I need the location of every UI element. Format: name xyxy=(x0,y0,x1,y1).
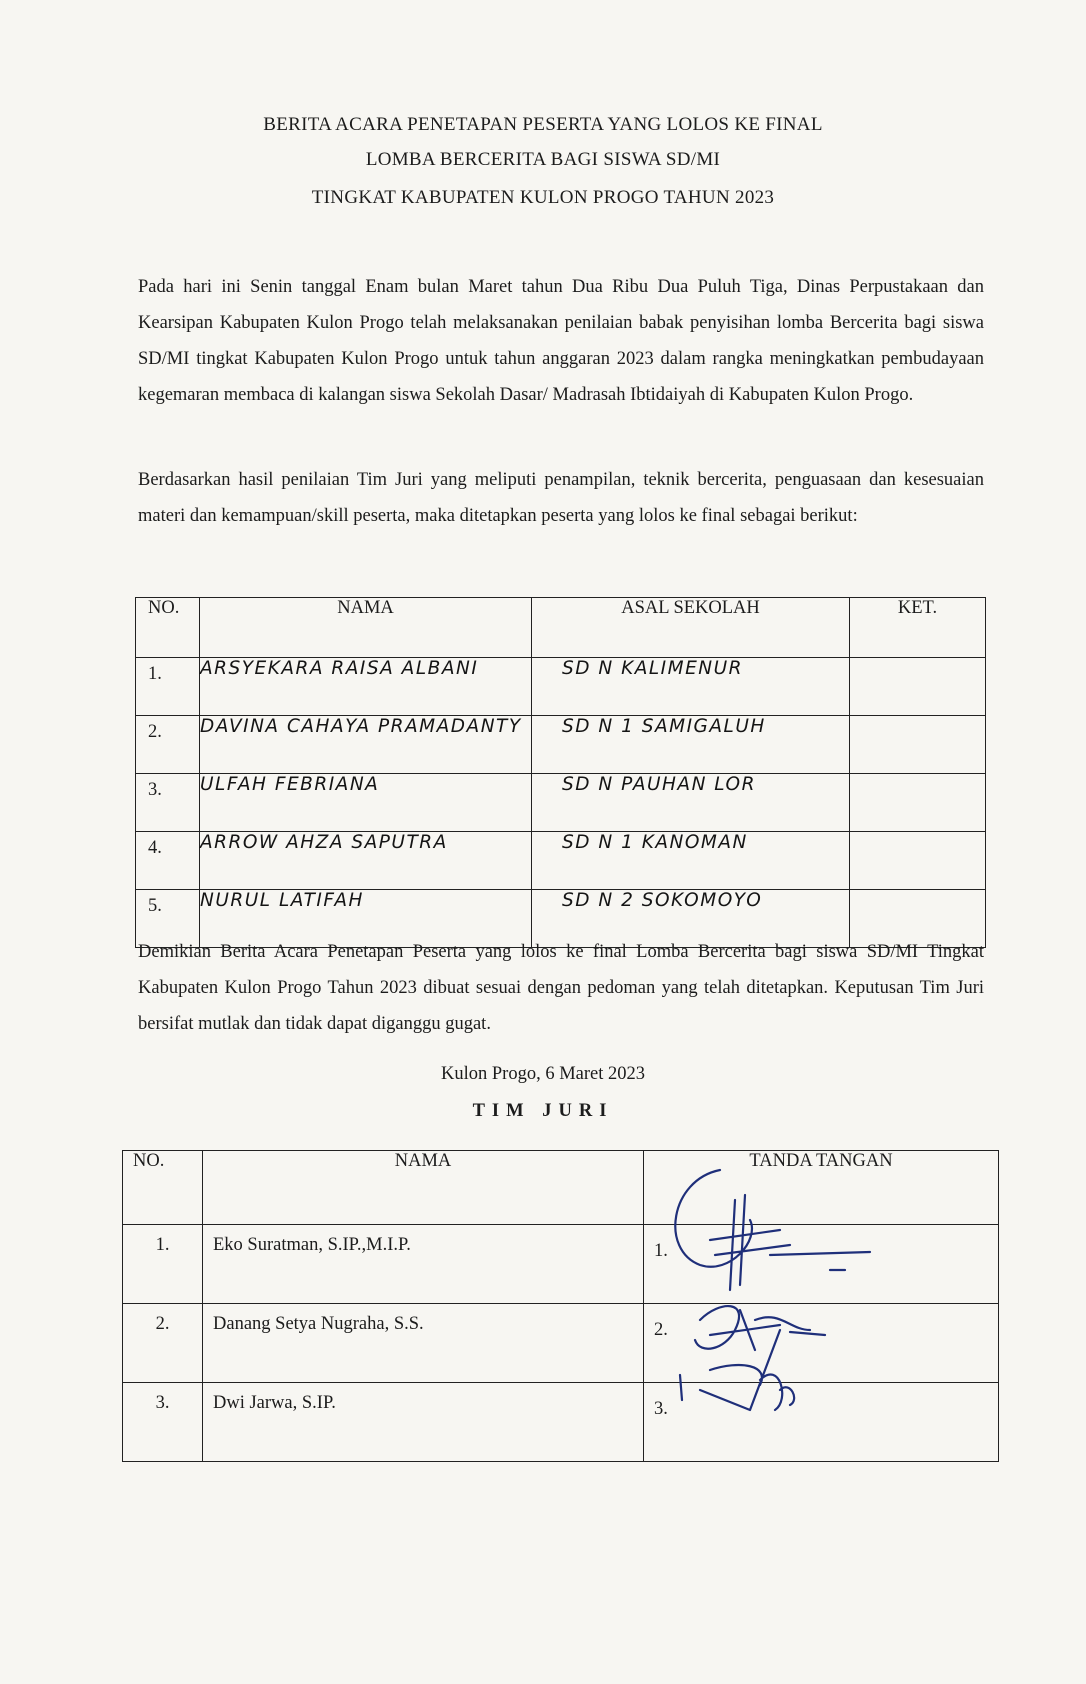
col-header-no: NO. xyxy=(136,598,200,658)
jury-col-header-nama: NAMA xyxy=(203,1151,644,1225)
jury-row-number: 2. xyxy=(123,1304,203,1383)
jury-row-number: 3. xyxy=(123,1383,203,1462)
finalist-school: SD N 1 KANOMAN xyxy=(532,832,850,890)
intro-paragraph-1: Pada hari ini Senin tanggal Enam bulan Maret tahun Dua Ribu Dua Puluh Tiga, Dinas Perpustakaan dan Kearsipan Kabupaten Kulon Progo telah melaksanakan penilaian babak penyisihan lomba Bercerita bagi siswa SD/MI tingkat Kabupaten Kulon Progo untuk tahun anggaran 2023 dalam rangka meningkatkan pembudayaan kegemaran membaca di kalangan siswa Sekolah Dasar/ Madrasah Ibtidaiyah di Kabupaten Kulon Progo. xyxy=(138,277,984,405)
jury-col-header-no: NO. xyxy=(123,1151,203,1225)
jury-signature-cell: 2. xyxy=(644,1304,999,1383)
jury-signature-cell: 3. xyxy=(644,1383,999,1462)
table-row xyxy=(136,774,986,832)
closing-paragraph: Demikian Berita Acara Penetapan Peserta yang lolos ke final Lomba Bercerita bagi siswa SD/MI Tingkat Kabupaten Kulon Progo Tahun 2023 dibuat sesuai dengan pedoman yang telah ditetapkan. Keputusan Tim Juri bersifat mutlak dan tidak dapat diganggu gugat. xyxy=(138,942,984,1034)
finalist-name: ARSYEKARA RAISA ALBANI xyxy=(200,658,532,716)
finalist-note xyxy=(850,658,986,716)
doc-title-line-2: LOMBA BERCERITA BAGI SISWA SD/MI xyxy=(365,149,721,170)
table-row xyxy=(136,832,986,890)
table-row xyxy=(123,1304,999,1383)
row-number: 1. xyxy=(136,658,200,716)
finalist-note xyxy=(850,832,986,890)
jury-team-label: TIM JURI xyxy=(472,1101,614,1121)
jury-name: Eko Suratman, S.IP.,M.I.P. xyxy=(203,1225,644,1304)
finalist-name: NURUL LATIFAH xyxy=(200,890,532,948)
place-date: Kulon Progo, 6 Maret 2023 xyxy=(441,1064,645,1084)
finalist-note xyxy=(850,774,986,832)
doc-title-line-3: TINGKAT KABUPATEN KULON PROGO TAHUN 2023 xyxy=(311,187,775,208)
col-header-nama: NAMA xyxy=(200,598,532,658)
row-number: 2. xyxy=(136,716,200,774)
finalist-school: SD N KALIMENUR xyxy=(532,658,850,716)
finalist-school: SD N 1 SAMIGALUH xyxy=(532,716,850,774)
table-row xyxy=(136,716,986,774)
jury-name: Dwi Jarwa, S.IP. xyxy=(203,1383,644,1462)
col-header-ket: KET. xyxy=(850,598,986,658)
jury-name: Danang Setya Nugraha, S.S. xyxy=(203,1304,644,1383)
jury-row-number: 1. xyxy=(123,1225,203,1304)
jury-table xyxy=(122,1150,999,1462)
finalist-name: DAVINA CAHAYA PRAMADANTY xyxy=(200,716,532,774)
col-header-asal-sekolah: ASAL SEKOLAH xyxy=(532,598,850,658)
table-row xyxy=(123,1383,999,1462)
intro-paragraph-2: Berdasarkan hasil penilaian Tim Juri yang meliputi penampilan, teknik bercerita, penguasaan dan kesesuaian materi dan kemampuan/skill peserta, maka ditetapkan peserta yang lolos ke final sebagai berikut: xyxy=(138,470,984,526)
table-row xyxy=(136,658,986,716)
finalists-header-row xyxy=(136,598,986,658)
finalist-note xyxy=(850,716,986,774)
jury-col-header-signature: TANDA TANGAN xyxy=(644,1151,999,1225)
finalist-school: SD N PAUHAN LOR xyxy=(532,774,850,832)
finalist-name: ULFAH FEBRIANA xyxy=(200,774,532,832)
row-number: 5. xyxy=(136,890,200,948)
jury-header-row xyxy=(123,1151,999,1225)
row-number: 4. xyxy=(136,832,200,890)
finalist-school: SD N 2 SOKOMOYO xyxy=(532,890,850,948)
finalists-table xyxy=(135,597,986,948)
finalist-name: ARROW AHZA SAPUTRA xyxy=(200,832,532,890)
row-number: 3. xyxy=(136,774,200,832)
jury-signature-cell: 1. xyxy=(644,1225,999,1304)
doc-title-line-1: BERITA ACARA PENETAPAN PESERTA YANG LOLOS KE FINAL xyxy=(263,114,823,135)
table-row xyxy=(123,1225,999,1304)
